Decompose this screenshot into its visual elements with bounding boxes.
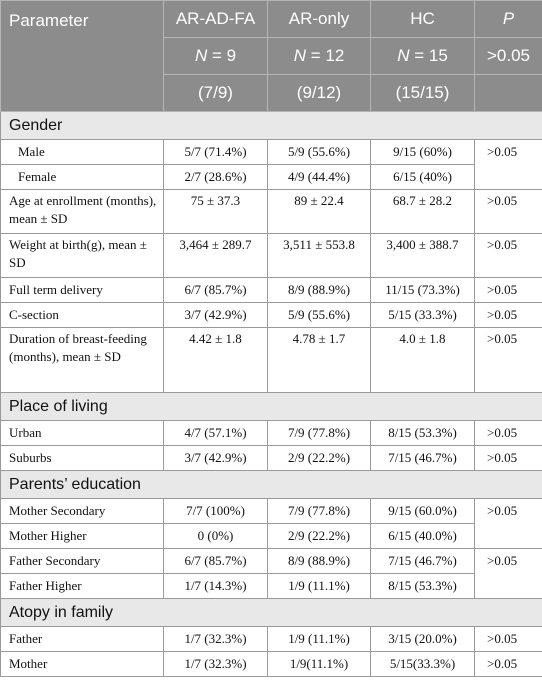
cell-value: 3/15 (20.0%) xyxy=(371,627,475,652)
row-label: Suburbs xyxy=(1,446,164,471)
n-value: = 15 xyxy=(414,46,448,65)
cell-value: 11/15 (73.3%) xyxy=(371,278,475,303)
row-label: C-section xyxy=(1,303,164,328)
row-label: Father Secondary xyxy=(1,549,164,574)
cell-p-value: >0.05 xyxy=(475,499,542,549)
table-row xyxy=(1,549,542,574)
cell-value: 1/7 (32.3%) xyxy=(164,652,268,677)
cell-value: 75 ± 37.3 xyxy=(164,190,268,234)
row-label: Urban xyxy=(1,421,164,446)
cell-value: 1/9 (11.1%) xyxy=(268,627,371,652)
section-gender: Gender xyxy=(1,112,542,140)
table-row xyxy=(1,234,542,278)
cell-value: 8/9 (88.9%) xyxy=(268,278,371,303)
header-fraction-ar-only: (9/12) xyxy=(268,75,371,112)
row-label: Mother Secondary xyxy=(1,499,164,524)
section-row xyxy=(1,599,542,627)
cell-value: 3/7 (42.9%) xyxy=(164,446,268,471)
table-row xyxy=(1,499,542,524)
cell-p-value: >0.05 xyxy=(475,652,542,677)
row-label: Mother xyxy=(1,652,164,677)
cell-p-value: >0.05 xyxy=(475,234,542,278)
cell-value: 9/15 (60.0%) xyxy=(371,499,475,524)
header-group-ar-ad-fa: AR-AD-FA xyxy=(164,1,268,38)
section-place-of-living: Place of living xyxy=(1,393,542,421)
cell-p-value: >0.05 xyxy=(475,328,542,393)
cell-value: 2/7 (28.6%) xyxy=(164,165,268,190)
cell-p-value: >0.05 xyxy=(475,446,542,471)
cell-p-value: >0.05 xyxy=(475,278,542,303)
table-row xyxy=(1,328,542,393)
header-parameter: Parameter xyxy=(1,1,164,112)
section-parents-education: Parents’ education xyxy=(1,471,542,499)
cell-value: 5/7 (71.4%) xyxy=(164,140,268,165)
cell-value: 6/7 (85.7%) xyxy=(164,278,268,303)
cell-value: 6/15 (40%) xyxy=(371,165,475,190)
cell-value: 7/9 (77.8%) xyxy=(268,499,371,524)
cell-value: 3,464 ± 289.7 xyxy=(164,234,268,278)
cell-value: 8/15 (53.3%) xyxy=(371,421,475,446)
n-value: = 9 xyxy=(211,46,237,65)
cell-value: 7/7 (100%) xyxy=(164,499,268,524)
table-row xyxy=(1,140,542,165)
cell-value: 4.0 ± 1.8 xyxy=(371,328,475,393)
cell-value: 6/7 (85.7%) xyxy=(164,549,268,574)
cell-value: 3,511 ± 553.8 xyxy=(268,234,371,278)
row-label: Female xyxy=(1,165,164,190)
cell-value: 1/7 (32.3%) xyxy=(164,627,268,652)
cell-p-value: >0.05 xyxy=(475,190,542,234)
table-row xyxy=(1,652,542,677)
row-label: Age at enrollment (months), mean ± SD xyxy=(1,190,164,234)
row-label: Full term delivery xyxy=(1,278,164,303)
cell-value: 5/9 (55.6%) xyxy=(268,140,371,165)
header-p-value: >0.05 xyxy=(475,38,542,75)
header-group-hc: HC xyxy=(371,1,475,38)
table-row xyxy=(1,446,542,471)
table-row xyxy=(1,421,542,446)
cell-value: 4.78 ± 1.7 xyxy=(268,328,371,393)
cell-value: 1/9(11.1%) xyxy=(268,652,371,677)
cell-value: 3,400 ± 388.7 xyxy=(371,234,475,278)
cell-value: 2/9 (22.2%) xyxy=(268,446,371,471)
section-row xyxy=(1,112,542,140)
cell-value: 0 (0%) xyxy=(164,524,268,549)
table-row xyxy=(1,627,542,652)
cell-p-value: >0.05 xyxy=(475,303,542,328)
header-n-hc xyxy=(371,38,475,75)
cell-value: 5/15 (33.3%) xyxy=(371,303,475,328)
header-n-ar-only xyxy=(268,38,371,75)
table-row xyxy=(1,524,542,549)
cell-p-value: >0.05 xyxy=(475,421,542,446)
n-symbol: N xyxy=(397,46,410,65)
cell-value: 68.7 ± 28.2 xyxy=(371,190,475,234)
header-fraction-hc: (15/15) xyxy=(371,75,475,112)
section-row xyxy=(1,393,542,421)
table-row xyxy=(1,190,542,234)
row-label: Mother Higher xyxy=(1,524,164,549)
cell-value: 4/7 (57.1%) xyxy=(164,421,268,446)
cell-p-value: >0.05 xyxy=(475,549,542,599)
section-row xyxy=(1,471,542,499)
cell-value: 7/15 (46.7%) xyxy=(371,549,475,574)
cell-value: 7/15 (46.7%) xyxy=(371,446,475,471)
cell-value: 9/15 (60%) xyxy=(371,140,475,165)
cell-value: 5/9 (55.6%) xyxy=(268,303,371,328)
cell-value: 8/9 (88.9%) xyxy=(268,549,371,574)
row-label: Father Higher xyxy=(1,574,164,599)
cell-value: 2/9 (22.2%) xyxy=(268,524,371,549)
header-n-ar-ad-fa xyxy=(164,38,268,75)
row-label: Male xyxy=(1,140,164,165)
cell-value: 8/15 (53.3%) xyxy=(371,574,475,599)
cell-p-value: >0.05 xyxy=(475,627,542,652)
table-row xyxy=(1,278,542,303)
cell-value: 6/15 (40.0%) xyxy=(371,524,475,549)
cell-value: 89 ± 22.4 xyxy=(268,190,371,234)
table-row xyxy=(1,574,542,599)
section-atopy-in-family: Atopy in family xyxy=(1,599,542,627)
row-label: Weight at birth(g), mean ± SD xyxy=(1,234,164,278)
cell-value: 3/7 (42.9%) xyxy=(164,303,268,328)
table-row xyxy=(1,165,542,190)
row-label: Father xyxy=(1,627,164,652)
n-symbol: N xyxy=(194,46,208,65)
header-p: P xyxy=(475,1,542,38)
header-p-empty xyxy=(475,75,542,112)
cell-value: 7/9 (77.8%) xyxy=(268,421,371,446)
table-row xyxy=(1,303,542,328)
n-value: = 12 xyxy=(310,46,345,65)
cell-p-value: >0.05 xyxy=(475,140,542,190)
header-fraction-ar-ad-fa: (7/9) xyxy=(164,75,268,112)
header-group-ar-only: AR-only xyxy=(268,1,371,38)
cell-value: 5/15(33.3%) xyxy=(371,652,475,677)
cell-value: 1/9 (11.1%) xyxy=(268,574,371,599)
cell-value: 4/9 (44.4%) xyxy=(268,165,371,190)
cell-value: 4.42 ± 1.8 xyxy=(164,328,268,393)
cell-value: 1/7 (14.3%) xyxy=(164,574,268,599)
row-label: Duration of breast-feeding (months), mean ± SD xyxy=(1,328,164,393)
n-symbol: N xyxy=(293,46,306,65)
